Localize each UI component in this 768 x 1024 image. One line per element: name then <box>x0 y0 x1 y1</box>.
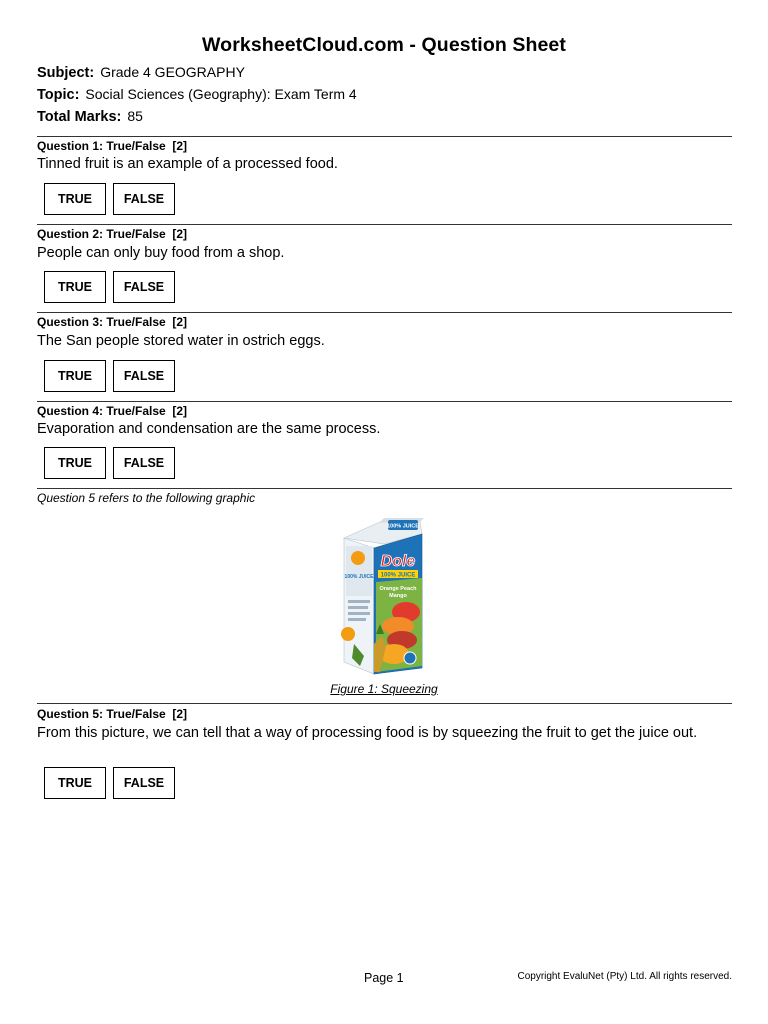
carton-top-badge: 100% JUICE <box>387 523 419 530</box>
question-2-true-button[interactable]: TRUE <box>44 271 106 303</box>
carton-side-text: 100% JUICE <box>344 574 374 580</box>
divider <box>37 401 732 402</box>
question-1-false-button[interactable]: FALSE <box>113 183 175 215</box>
subject-value: Grade 4 GEOGRAPHY <box>100 64 245 80</box>
topic-value: Social Sciences (Geography): Exam Term 4 <box>85 86 357 102</box>
question-1-text: Tinned fruit is an example of a processed food. <box>37 156 338 172</box>
divider <box>37 488 732 489</box>
question-3-true-button[interactable]: TRUE <box>44 360 106 392</box>
figure-reference-note: Question 5 refers to the following graphic <box>37 491 256 505</box>
subject-label: Subject: <box>37 65 95 81</box>
question-3-text: The San people stored water in ostrich eggs. <box>37 333 325 349</box>
question-2-header: Question 2: True/False [2] <box>37 227 188 241</box>
question-4-false-button[interactable]: FALSE <box>113 447 175 479</box>
divider <box>37 224 732 225</box>
question-2-text: People can only buy food from a shop. <box>37 245 285 261</box>
question-4-true-button[interactable]: TRUE <box>44 447 106 479</box>
page-number: Page 1 <box>364 971 404 985</box>
divider <box>37 703 732 704</box>
question-5-header: Question 5: True/False [2] <box>37 707 188 721</box>
question-3-header: Question 3: True/False [2] <box>37 315 188 329</box>
question-2-false-button[interactable]: FALSE <box>113 271 175 303</box>
figure-caption: Figure 1: Squeezing <box>330 682 438 696</box>
divider <box>37 136 732 137</box>
total-marks-row <box>37 107 143 126</box>
divider <box>37 312 732 313</box>
question-1-true-button[interactable]: TRUE <box>44 183 106 215</box>
question-5-text: From this picture, we can tell that a way of processing food is by squeezing the fruit to get the juice out. <box>37 725 698 741</box>
carton-brand: Dole <box>380 553 416 570</box>
carton-flavour-line2: Mango <box>389 593 407 599</box>
question-4-header: Question 4: True/False [2] <box>37 404 188 418</box>
subject-row <box>37 63 245 82</box>
question-3-false-button[interactable]: FALSE <box>113 360 175 392</box>
sheet-title: WorksheetCloud.com - Question Sheet <box>202 34 566 56</box>
total-marks-label: Total Marks: <box>37 109 122 125</box>
question-1-header: Question 1: True/False [2] <box>37 139 188 153</box>
juice-carton-figure <box>340 516 426 678</box>
question-5-true-button[interactable]: TRUE <box>44 767 106 799</box>
copyright-notice: Copyright EvaluNet (Pty) Ltd. All rights reserved. <box>517 971 732 982</box>
juice-carton-image <box>340 516 426 678</box>
question-5-false-button[interactable]: FALSE <box>113 767 175 799</box>
topic-row <box>37 85 357 104</box>
carton-tagline: 100% JUICE <box>380 572 416 579</box>
total-marks-value: 85 <box>127 108 143 124</box>
topic-label: Topic: <box>37 87 80 103</box>
carton-flavour-line1: Orange Peach <box>379 586 417 592</box>
question-4-text: Evaporation and condensation are the same process. <box>37 421 381 437</box>
